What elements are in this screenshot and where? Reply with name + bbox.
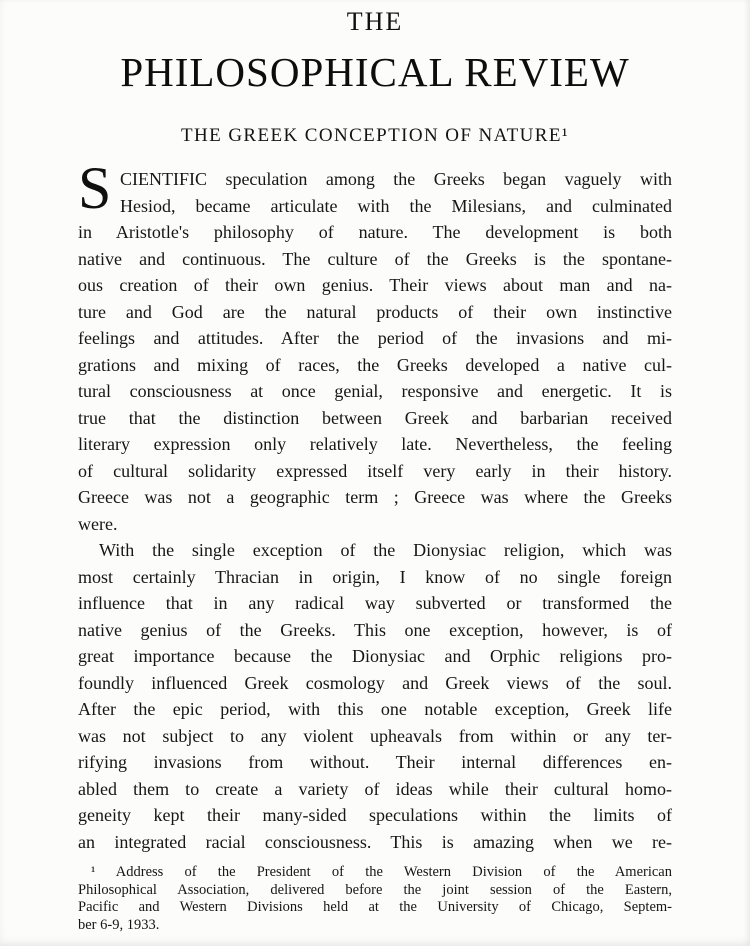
text-line: ¹ Address of the President of the Western Division of the American — [91, 864, 672, 880]
text-line: were. — [78, 513, 118, 534]
text-line: native and continuous. The culture of the Greeks is the spontane- — [78, 248, 672, 269]
article-title: THE GREEK CONCEPTION OF NATURE¹ — [181, 125, 569, 146]
page-content — [0, 7, 750, 934]
text-line: ous creation of their own genius. Their views about man and na- — [78, 275, 672, 295]
text-line: Greece was not a geographic term ; Greece was where the Greeks — [78, 487, 672, 507]
text-line: tural consciousness at once genial, responsive and energetic. It is — [78, 381, 672, 401]
journal-header — [78, 7, 672, 96]
paragraph-2 — [78, 537, 672, 855]
footnote — [78, 864, 672, 934]
text-line: Pacific and Western Divisions held at the University of Chicago, Septem- — [78, 899, 672, 916]
text-line: foundly influenced Greek cosmology and Greek views of the soul. — [78, 672, 672, 693]
paragraph-2-lines — [78, 537, 672, 855]
text-line: literary expression only relatively late. Nevertheless, the feeling — [78, 434, 672, 454]
text-line: grations and mixing of races, the Greeks developed a native cul- — [78, 354, 672, 375]
text-line: rifying invasions from without. Their internal differences en- — [78, 752, 672, 772]
text-line: influence that in any radical way subverted or transformed the — [78, 593, 672, 613]
text-line: ture and God are the natural products of their own instinctive — [78, 301, 672, 322]
footnote-lines — [78, 864, 672, 934]
text-line: geneity kept their many-sided speculations within the limits of — [78, 805, 672, 825]
text-line: CIENTIFIC speculation among the Greeks began vaguely with — [120, 169, 672, 189]
text-line: abled them to create a variety of ideas while their cultural homo- — [78, 778, 672, 799]
text-line: was not subject to any violent upheavals from within or any ter- — [78, 725, 672, 746]
paragraph-1-lines — [78, 166, 672, 537]
text-line: After the epic period, with this one notable exception, Greek life — [78, 699, 672, 719]
text-line: in Aristotle's philosophy of nature. The development is both — [78, 222, 672, 242]
text-line: true that the distinction between Greek and barbarian received — [78, 407, 672, 428]
journal-title: PHILOSOPHICAL REVIEW — [120, 49, 630, 95]
text-line: most certainly Thracian in origin, I know of no single foreign — [78, 566, 672, 587]
text-line: Philosophical Association, delivered before the joint session of the Eastern, — [78, 881, 672, 898]
article-body — [78, 155, 672, 855]
paragraph-1 — [78, 155, 672, 537]
text-line: Hesiod, became articulate with the Milesians, and culminated — [120, 195, 672, 216]
text-line: native genius of the Greeks. This one exception, however, is of — [78, 619, 672, 640]
text-line: an integrated racial consciousness. This is amazing when we re- — [78, 831, 672, 852]
text-line: great importance because the Dionysiac and Orphic religions pro- — [78, 646, 672, 666]
text-line: of cultural solidarity expressed itself very early in their history. — [78, 460, 672, 481]
dropcap-letter: S — [78, 155, 112, 221]
text-line: With the single exception of the Dionysiac religion, which was — [99, 540, 672, 560]
journal-title-the: THE — [346, 7, 404, 36]
text-line: feelings and attitudes. After the period of the invasions and mi- — [78, 328, 672, 348]
text-line: ber 6-9, 1933. — [78, 916, 160, 933]
